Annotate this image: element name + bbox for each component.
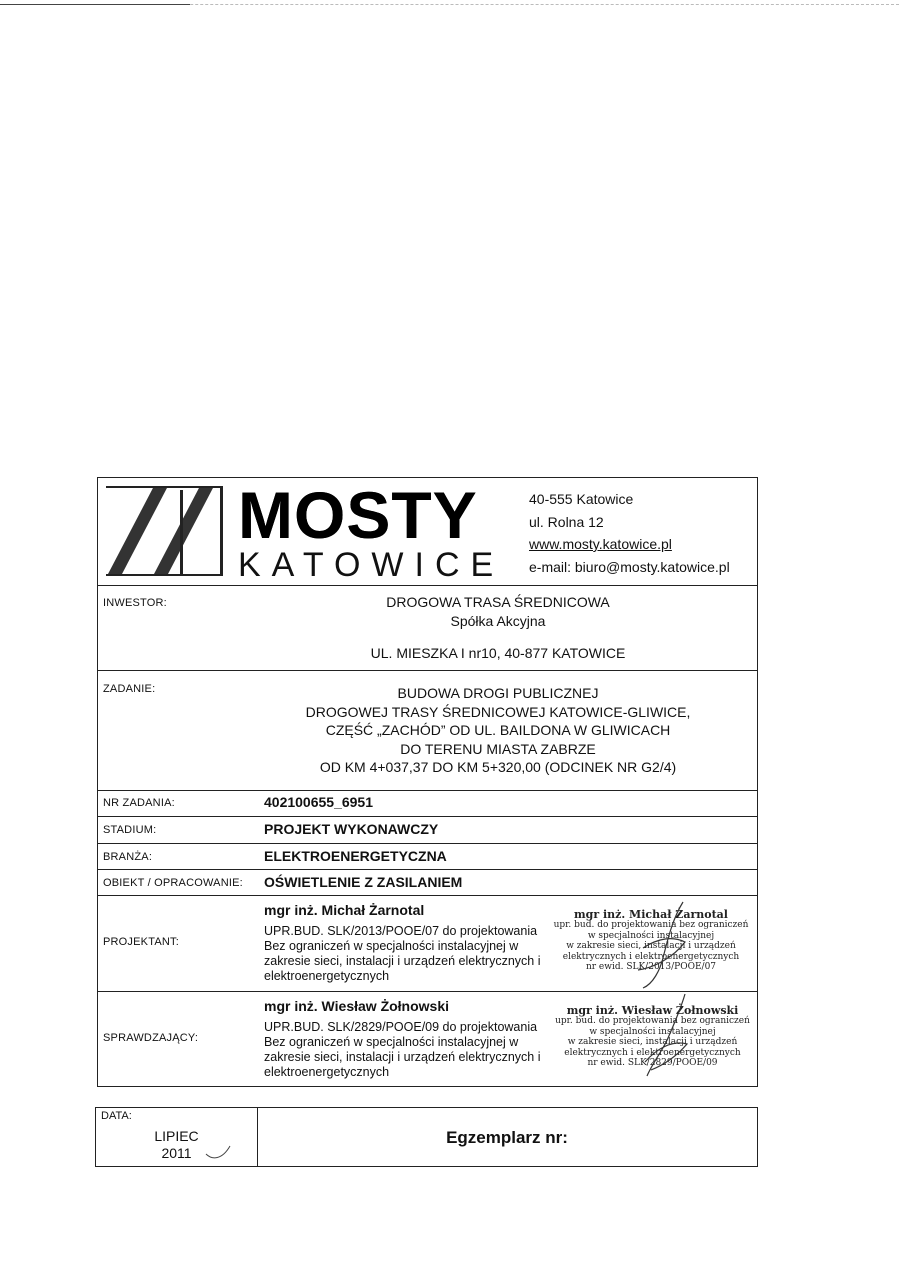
- row-inwestor: [98, 585, 757, 671]
- sprawdzajacy-label: SPRAWDZAJĄCY:: [103, 1032, 199, 1044]
- projektant-line: UPR.BUD. SLK/2013/POOE/07 do projektowania: [264, 924, 538, 938]
- date-cell: [96, 1108, 258, 1166]
- zadanie-line: DO TERENU MIASTA ZABRZE: [400, 740, 596, 757]
- zadanie-label: ZADANIE:: [103, 683, 156, 695]
- sprawdzajacy-line: zakresie sieci, instalacji i urządzeń elektrycznych i: [264, 1050, 541, 1064]
- row-nr-zadania: [98, 791, 757, 817]
- date-year: 2011: [161, 1145, 192, 1161]
- row-sprawdzajacy: [98, 992, 757, 1088]
- zadanie-line: BUDOWA DROGI PUBLICZNEJ: [397, 685, 599, 701]
- projektant-label: PROJEKTANT:: [103, 936, 179, 948]
- zadanie-text: [248, 684, 748, 777]
- zadanie-line: OD KM 4+037,37 DO KM 5+320,00 (ODCINEK NR G2/4): [319, 759, 677, 775]
- projektant-line: elektroenergetycznych: [264, 969, 390, 983]
- projektant-details: [264, 903, 564, 984]
- sprawdzajacy-stamp-name: mgr inż. Wiesław Żołnowski: [566, 1004, 739, 1017]
- nr-zadania-label: NR ZADANIA:: [103, 797, 175, 809]
- address-line-city: 40-555 Katowice: [529, 491, 634, 507]
- sprawdzajacy-name: mgr inż. Wiesław Żołnowski: [264, 998, 450, 1014]
- website-link[interactable]: www.mosty.katowice.pl: [529, 536, 672, 552]
- copy-number-label: Egzemplarz nr:: [446, 1128, 568, 1147]
- sprawdzajacy-signature-icon: [623, 992, 713, 1084]
- row-projektant: [98, 896, 757, 992]
- stadium-value: PROJEKT WYKONAWCZY: [264, 821, 439, 837]
- projektant-stamp-line: upr. bud. do projektowania bez ograniczeń: [553, 920, 749, 931]
- scan-edge-line-dark: [0, 4, 190, 5]
- projektant-line: zakresie sieci, instalacji i urządzeń elektrycznych i: [264, 954, 541, 968]
- projektant-signature-icon: [613, 898, 703, 990]
- projektant-stamp-line: nr ewid. SLK/2013/POOE/07: [585, 962, 717, 973]
- inwestor-label: INWESTOR:: [103, 597, 167, 609]
- row-zadanie: [98, 671, 757, 791]
- projektant-stamp-line: elektrycznych i elektroenergetycznych: [562, 951, 740, 962]
- company-brand: [238, 478, 505, 584]
- sprawdzajacy-details: [264, 999, 564, 1080]
- row-stadium: [98, 817, 757, 844]
- company-address: [529, 488, 730, 578]
- sprawdzajacy-stamp-line: w zakresie sieci, instalacji i urządzeń: [567, 1037, 738, 1048]
- sprawdzajacy-line: Bez ograniczeń w specjalności instalacyjnej w: [264, 1035, 519, 1049]
- sprawdzajacy-stamp-line: upr. bud. do projektowania bez ograniczeń: [555, 1016, 750, 1027]
- date-label: DATA:: [101, 1110, 132, 1122]
- projektant-stamp-line: w specjalności instalacyjnej: [587, 930, 715, 941]
- obiekt-value: OŚWIETLENIE Z ZASILANIEM: [264, 874, 463, 890]
- date-month: LIPIEC: [154, 1128, 199, 1144]
- title-sheet: [97, 477, 758, 1087]
- sprawdzajacy-line: UPR.BUD. SLK/2829/POOE/09 do projektowania: [264, 1020, 538, 1034]
- brand-name: MOSTY: [238, 478, 478, 552]
- sprawdzajacy-stamp-line: w specjalności instalacyjnej: [589, 1026, 716, 1037]
- brand-city: KATOWICE: [238, 546, 505, 584]
- email-line: e-mail: biuro@mosty.katowice.pl: [529, 558, 730, 575]
- projektant-name: mgr inż. Michał Żarnotal: [264, 902, 425, 918]
- obiekt-label: OBIEKT / OPRACOWANIE:: [103, 877, 243, 889]
- projektant-stamp-name: mgr inż. Michał Żarnotal: [574, 908, 728, 921]
- sprawdzajacy-stamp-line: elektrycznych i elektroenergetycznych: [564, 1047, 741, 1058]
- branza-label: BRANŻA:: [103, 851, 153, 863]
- header-block: [98, 478, 757, 586]
- row-branza: [98, 844, 757, 870]
- zadanie-line: DROGOWEJ TRASY ŚREDNICOWEJ KATOWICE-GLIWICE,: [305, 703, 691, 720]
- row-obiekt: [98, 870, 757, 896]
- sprawdzajacy-line: elektroenergetycznych: [264, 1065, 390, 1079]
- projektant-stamp-line: w zakresie sieci, instalacji i urządzeń: [566, 941, 736, 952]
- zadanie-line: CZĘŚĆ „ZACHÓD” OD UL. BAILDONA W GLIWICACH: [325, 722, 671, 738]
- sprawdzajacy-stamp-line: nr ewid. SLK/2829/POOE/09: [587, 1058, 718, 1069]
- mosty-logo-icon: [106, 486, 226, 578]
- date-tick-icon: [204, 1142, 234, 1162]
- inwestor-line: DROGOWA TRASA ŚREDNICOWA: [386, 594, 610, 610]
- inwestor-name: [248, 593, 748, 630]
- branza-value: ELEKTROENERGETYCZNA: [264, 848, 447, 864]
- nr-zadania-value: 402100655_6951: [264, 794, 374, 810]
- footer-block: [95, 1107, 758, 1167]
- stadium-label: STADIUM:: [103, 824, 157, 836]
- projektant-line: Bez ograniczeń w specjalności instalacyjnej w: [264, 939, 519, 953]
- inwestor-address: UL. MIESZKA I nr10, 40-877 KATOWICE: [370, 645, 626, 661]
- inwestor-line: Spółka Akcyjna: [450, 612, 546, 629]
- address-line-street: ul. Rolna 12: [529, 513, 604, 530]
